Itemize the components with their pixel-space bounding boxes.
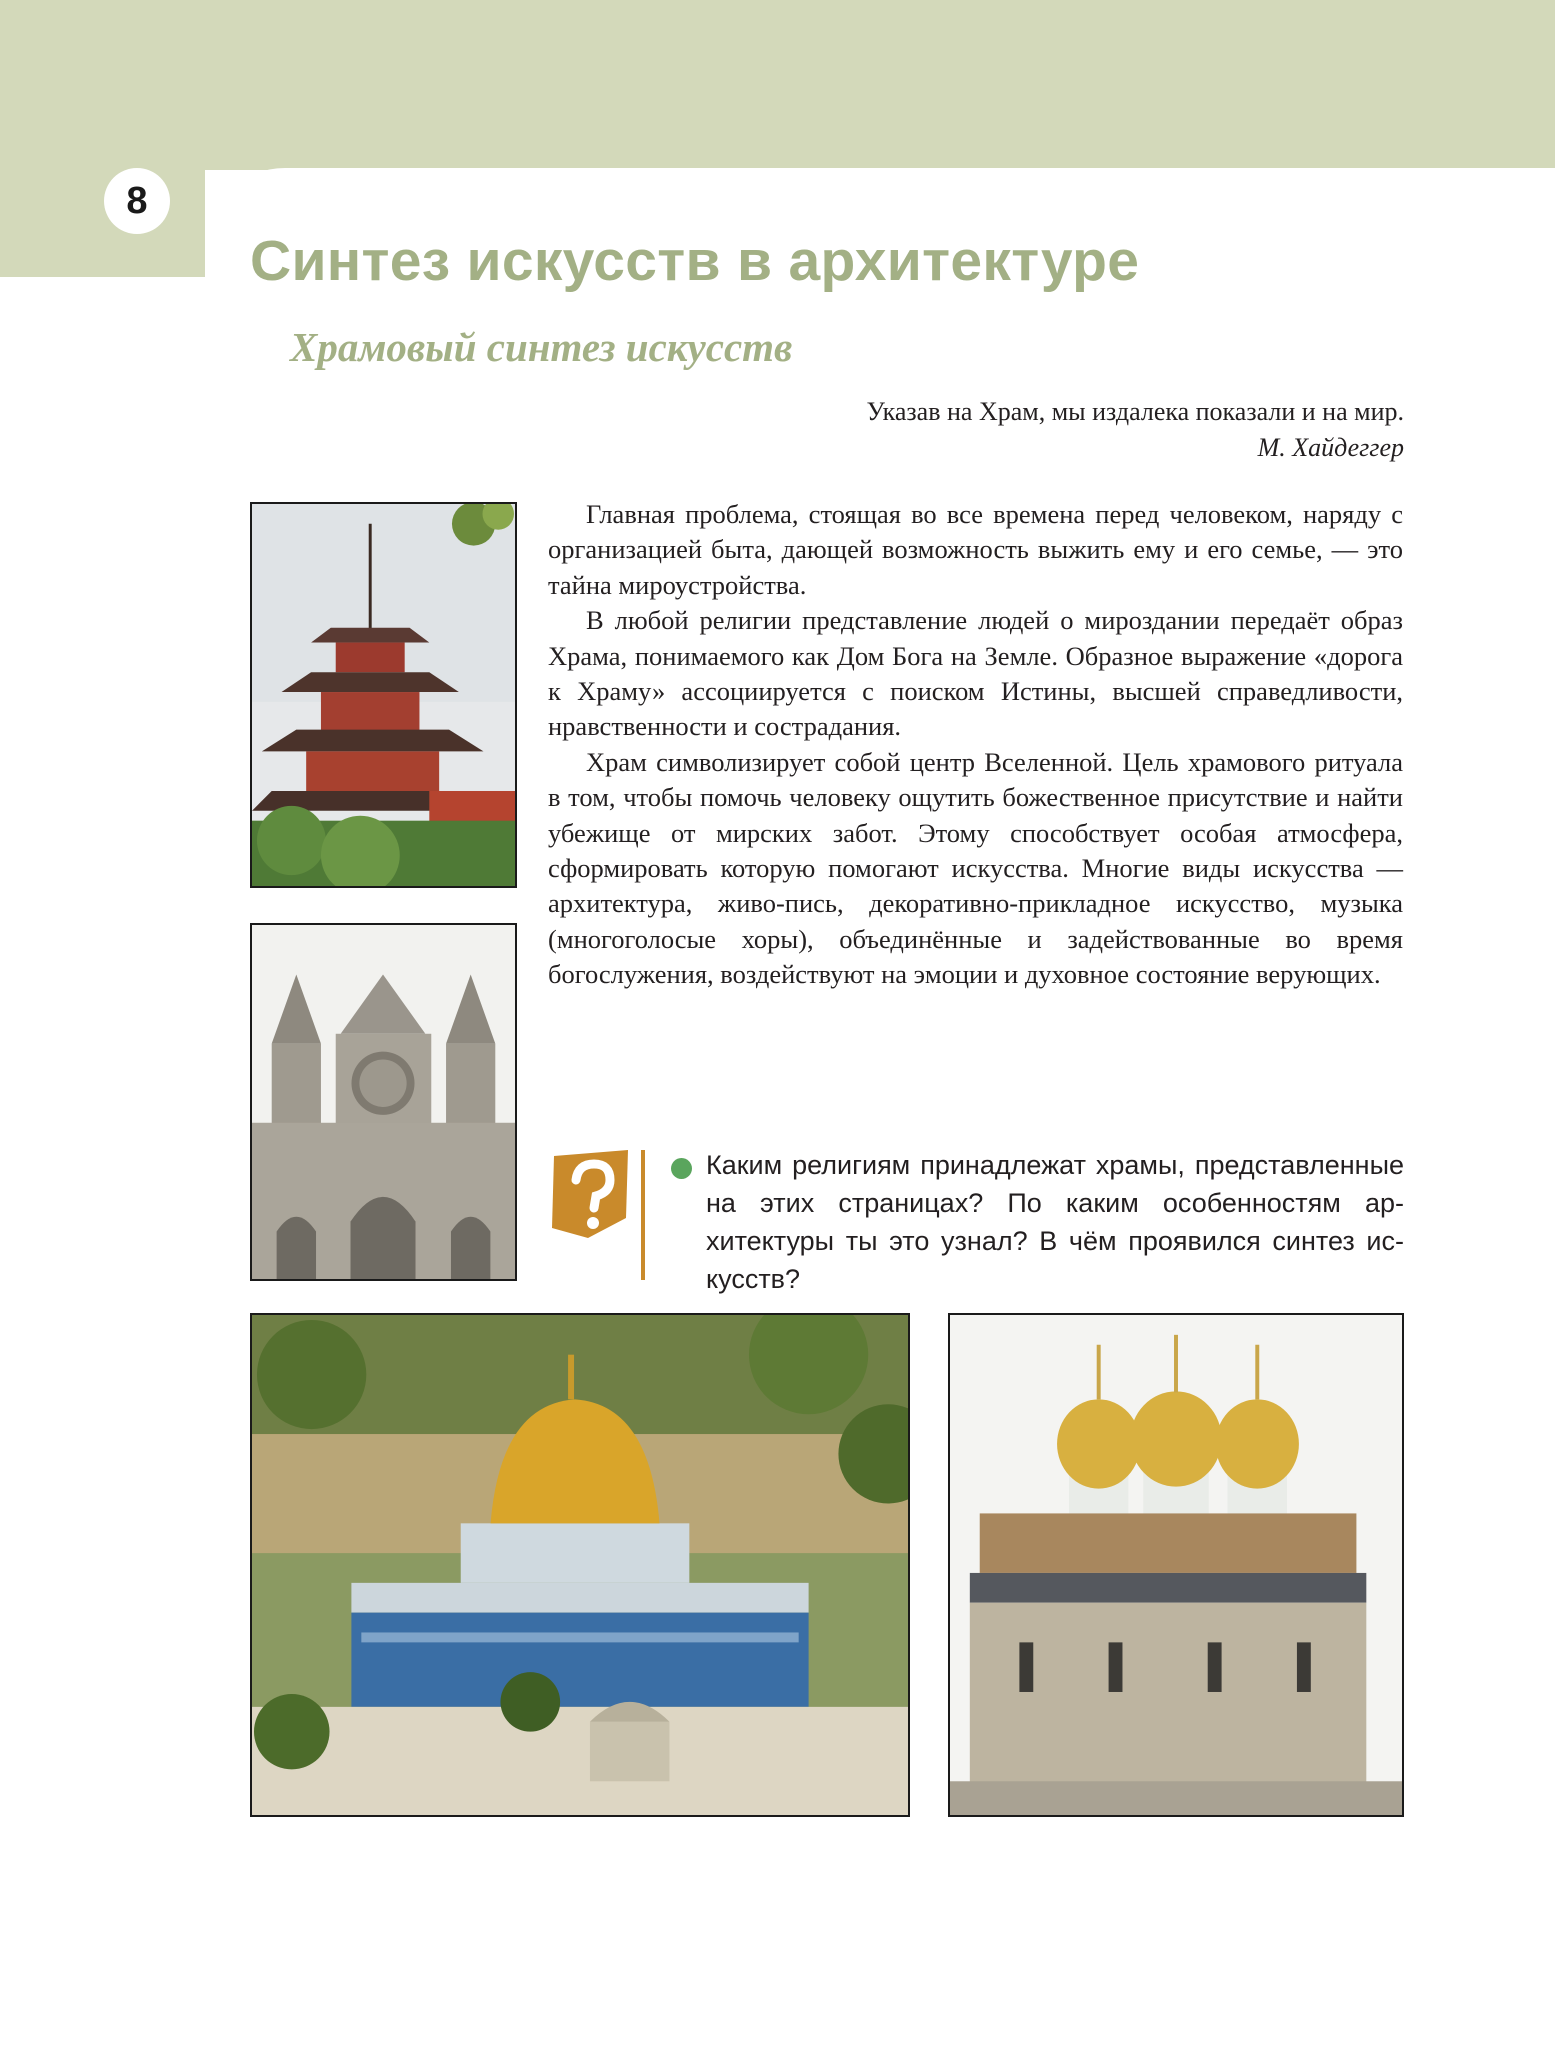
dome-of-the-rock-photo: [250, 1313, 910, 1817]
paragraph: В любой религии представление людей о мироздании передаёт образ Храма, понимаемого как Дом Бога на Земле. Образное выражение «дорога к Храму» ассоциируется с поиском Истины, высшей справедливости, нравственности и сострадания.: [548, 605, 1403, 742]
epigraph: [604, 394, 1404, 466]
question-text: Каким религиям принадлежат храмы, представленные на этих страницах? По каким особенностям архитектуры ты это узнал? В чём проявился синтез искусств?: [706, 1150, 1404, 1294]
question-divider: [641, 1150, 645, 1280]
page-number: 8: [104, 168, 170, 234]
section-subtitle: Храмовый синтез искусств: [290, 324, 793, 370]
gothic-cathedral-photo: [250, 923, 517, 1281]
epigraph-quote: Указав на Храм, мы издалека показали и на мир.: [866, 397, 1404, 426]
paragraph: Храм символизирует собой центр Вселенной. Цель храмового ритуала в том, чтобы помочь человеку ощутить божественное присутствие и найти убежище от мирских забот. Этому способствует особая атмосфера, сформировать которую помогают искусства. Многие виды искусства — архитектура, живо-пись, декоративно-прикладное искусство, музыка (многоголосые хоры), объединённые и задействованные во время богослужения, воздействуют на эмоции и духовное состояние верующих.: [548, 746, 1403, 990]
paragraph: Главная проблема, стоящая во все времена перед человеком, наряду с организацией быта, дающей возможность выжить ему и его семье, — это тайна мироустройства.: [548, 499, 1403, 600]
bullet-icon: [671, 1158, 692, 1179]
body-text: [548, 497, 1403, 993]
question-mark-icon: [548, 1148, 632, 1238]
pagoda-photo: [250, 502, 517, 888]
header-band: [0, 0, 1555, 170]
epigraph-author: М. Хайдеггер: [1257, 433, 1404, 462]
orthodox-cathedral-photo: [948, 1313, 1404, 1817]
page-tab: [0, 150, 205, 277]
page-title: Синтез искусств в архитектуре: [250, 229, 1140, 293]
